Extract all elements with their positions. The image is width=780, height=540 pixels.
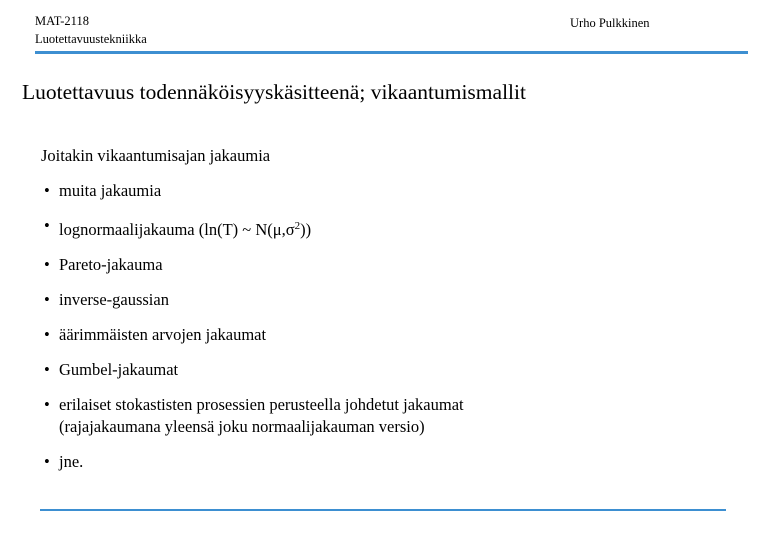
list-item bbox=[44, 254, 464, 276]
list-item-text bbox=[59, 215, 464, 241]
bullet-icon: • bbox=[44, 395, 50, 414]
list-item bbox=[44, 215, 464, 241]
bullet-list bbox=[44, 180, 464, 486]
footer-divider bbox=[40, 509, 726, 511]
list-item-text: muita jakaumia bbox=[59, 181, 162, 200]
list-item-text: Gumbel-jakaumat bbox=[59, 360, 179, 379]
list-item bbox=[44, 289, 464, 311]
list-item-text: erilaiset stokastisten prosessien perusteella johdetut jakaumat bbox=[59, 395, 464, 414]
list-item bbox=[44, 359, 464, 381]
list-item bbox=[44, 451, 464, 473]
bullet-icon: • bbox=[44, 181, 50, 200]
list-item bbox=[44, 180, 464, 202]
course-name: Luotettavuustekniikka bbox=[35, 32, 147, 46]
list-item bbox=[44, 394, 464, 438]
list-item-text: inverse-gaussian bbox=[59, 290, 169, 309]
list-item-text-continued: (rajajakaumana yleensä joku normaalijakauman versio) bbox=[59, 417, 425, 436]
formula-close: )) bbox=[300, 220, 312, 239]
header-left bbox=[35, 12, 147, 48]
bullet-icon: • bbox=[44, 360, 50, 379]
author-name: Urho Pulkkinen bbox=[570, 16, 650, 30]
slide-title: Luotettavuus todennäköisyyskäsitteenä; vikaantumismallit bbox=[22, 80, 526, 104]
bullet-icon: • bbox=[44, 290, 50, 309]
formula-text: lognormaalijakauma (ln(T) ~ N(μ,σ bbox=[59, 220, 295, 239]
bullet-icon: • bbox=[44, 216, 50, 235]
slide-subtitle: Joitakin vikaantumisajan jakaumia bbox=[41, 146, 271, 165]
bullet-icon: • bbox=[44, 325, 50, 344]
bullet-icon: • bbox=[44, 452, 50, 471]
list-item-text: äärimmäisten arvojen jakaumat bbox=[59, 325, 267, 344]
header-divider bbox=[35, 51, 748, 54]
course-code: MAT-2118 bbox=[35, 14, 89, 28]
list-item-text: Pareto-jakauma bbox=[59, 255, 163, 274]
superscript: 2 bbox=[294, 220, 301, 232]
bullet-icon: • bbox=[44, 255, 50, 274]
list-item bbox=[44, 324, 464, 346]
list-item-text: jne. bbox=[59, 452, 84, 471]
